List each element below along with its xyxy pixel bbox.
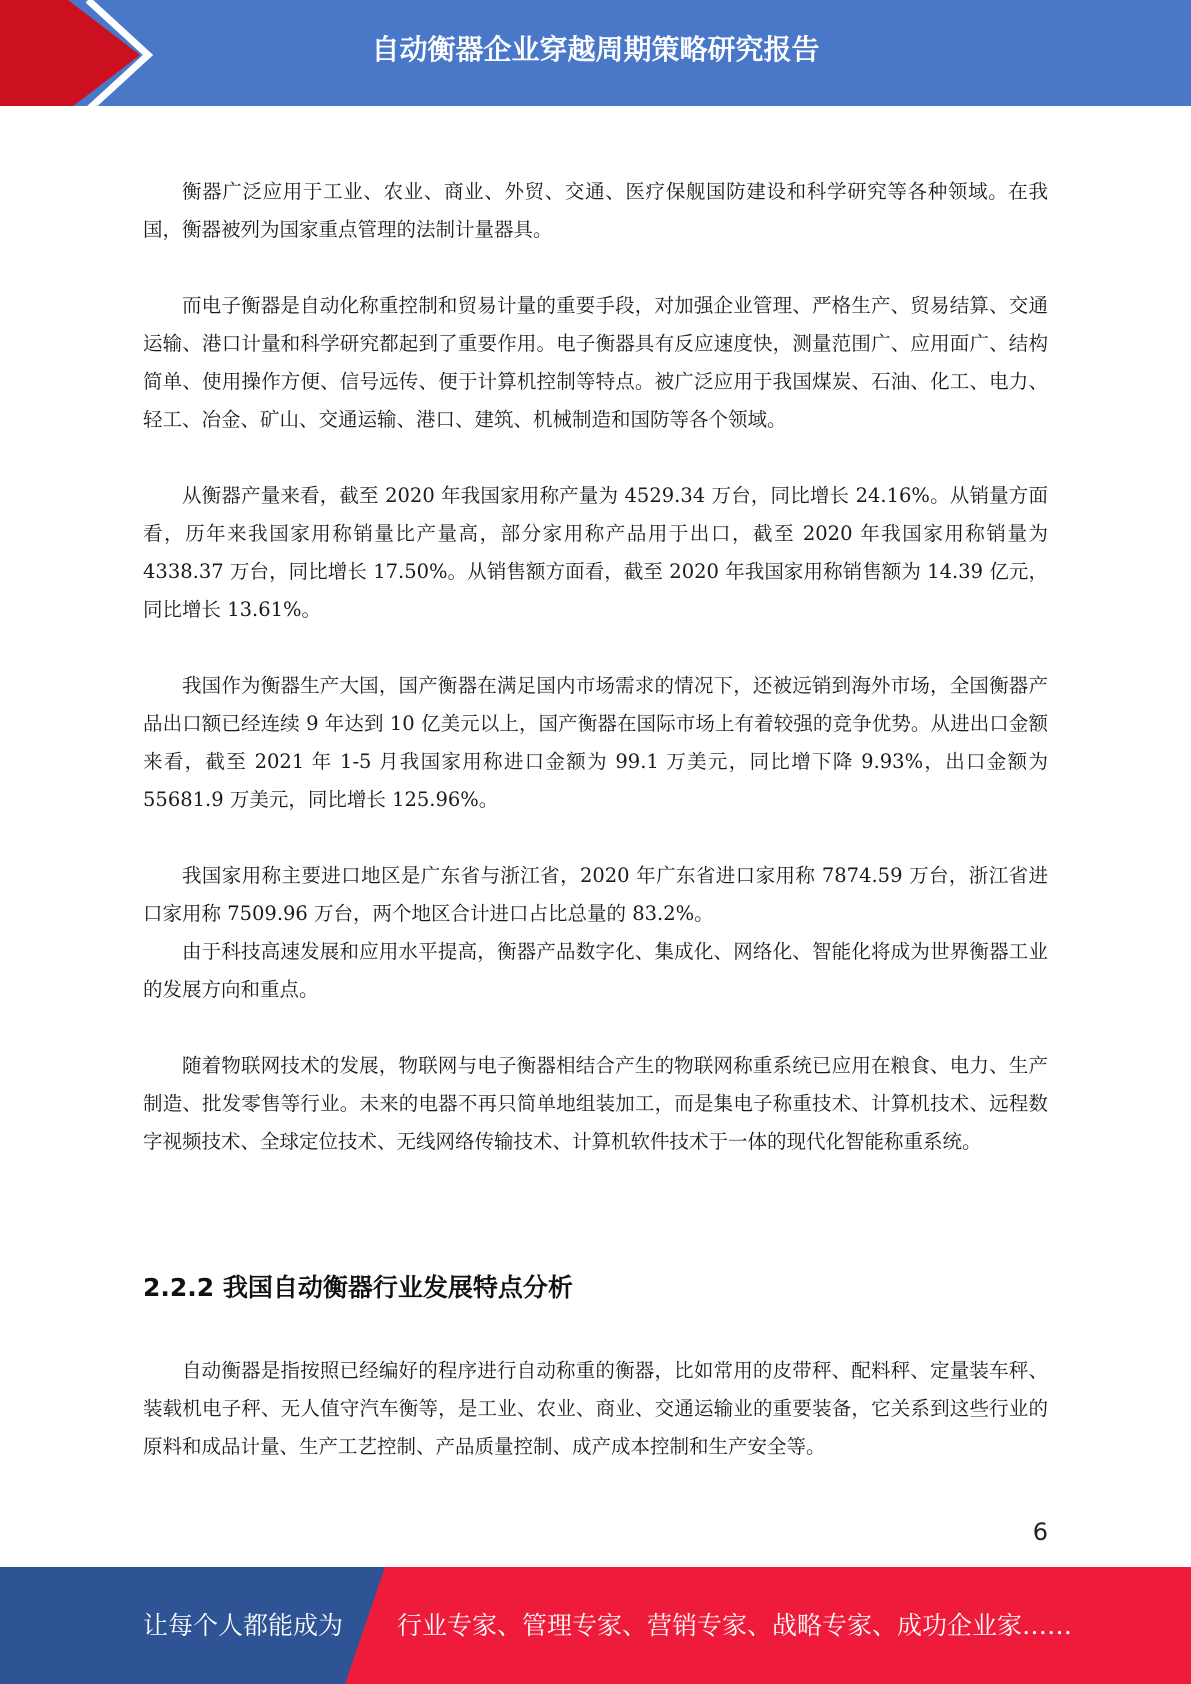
report-title: 自动衡器企业穿越周期策略研究报告 xyxy=(371,33,820,66)
paragraph-5: 我国家用称主要进口地区是广东省与浙江省，2020 年广东省进口家用称 7874.59 万台，浙江省进口家用称 7509.96 万台，两个地区合计进口占比总量的 83.2%。 xyxy=(143,864,1048,925)
page-footer xyxy=(0,1567,1191,1684)
page-number: 6 xyxy=(1032,1518,1048,1546)
body-text xyxy=(143,173,1048,1161)
paragraph-6: 由于科技高速发展和应用水平提高，衡器产品数字化、集成化、网络化、智能化将成为世界衡器工业的发展方向和重点。 xyxy=(143,940,1048,1001)
section-paragraph: 自动衡器是指按照已经编好的程序进行自动称重的衡器，比如常用的皮带秤、配料秤、定量装车秤、装载机电子秤、无人值守汽车衡等，是工业、农业、商业、交通运输业的重要装备，它关系到这些行业的原料和成品计量、生产工艺控制、产品质量控制、成产成本控制和生产安全等。 xyxy=(143,1359,1048,1458)
paragraph-1: 衡器广泛应用于工业、农业、商业、外贸、交通、医疗保舰国防建设和科学研究等各种领域。在我国，衡器被列为国家重点管理的法制计量器具。 xyxy=(143,180,1048,241)
section-body xyxy=(143,1352,1048,1466)
footer-slogan-left: 让每个人都能成为 xyxy=(143,1611,344,1640)
paragraph-2: 而电子衡器是自动化称重控制和贸易计量的重要手段，对加强企业管理、严格生产、贸易结算、交通运输、港口计量和科学研究都起到了重要作用。电子衡器具有反应速度快，测量范围广、应用面广、结构简单、使用操作方便、信号远传、便于计算机控制等特点。被广泛应用于我国煤炭、石油、化工、电力、轻工、冶金、矿山、交通运输、港口、建筑、机械制造和国防等各个领域。 xyxy=(143,294,1048,431)
paragraph-3: 从衡器产量来看，截至 2020 年我国家用称产量为 4529.34 万台，同比增长 24.16%。从销量方面看，历年来我国家用称销量比产量高，部分家用称产品用于出口，截至 2020 年我国家用称销量为 4338.37 万台，同比增长 17.50%。从销售额方面看，截至 2020 年我国家用称销售额为 14.39 亿元，同比增长 13.61%。 xyxy=(143,484,1048,621)
section-heading: 2.2.2 我国自动衡器行业发展特点分析 xyxy=(143,1273,573,1302)
footer-slogan-right: 行业专家、管理专家、营销专家、战略专家、成功企业家…… xyxy=(397,1611,1073,1640)
paragraph-7: 随着物联网技术的发展，物联网与电子衡器相结合产生的物联网称重系统已应用在粮食、电力、生产制造、批发零售等行业。未来的电器不再只简单地组装加工，而是集电子称重技术、计算机技术、远程数字视频技术、全球定位技术、无线网络传输技术、计算机软件技术于一体的现代化智能称重系统。 xyxy=(143,1054,1048,1153)
paragraph-4: 我国作为衡器生产大国，国产衡器在满足国内市场需求的情况下，还被远销到海外市场，全国衡器产品出口额已经连续 9 年达到 10 亿美元以上，国产衡器在国际市场上有着较强的竞争优势。从进出口金额来看，截至 2021 年 1-5 月我国家用称进口金额为 99.1 万美元，同比增下降 9.93%，出口金额为 55681.9 万美元，同比增长 125.96%。 xyxy=(143,674,1048,811)
page-header xyxy=(0,0,1191,110)
